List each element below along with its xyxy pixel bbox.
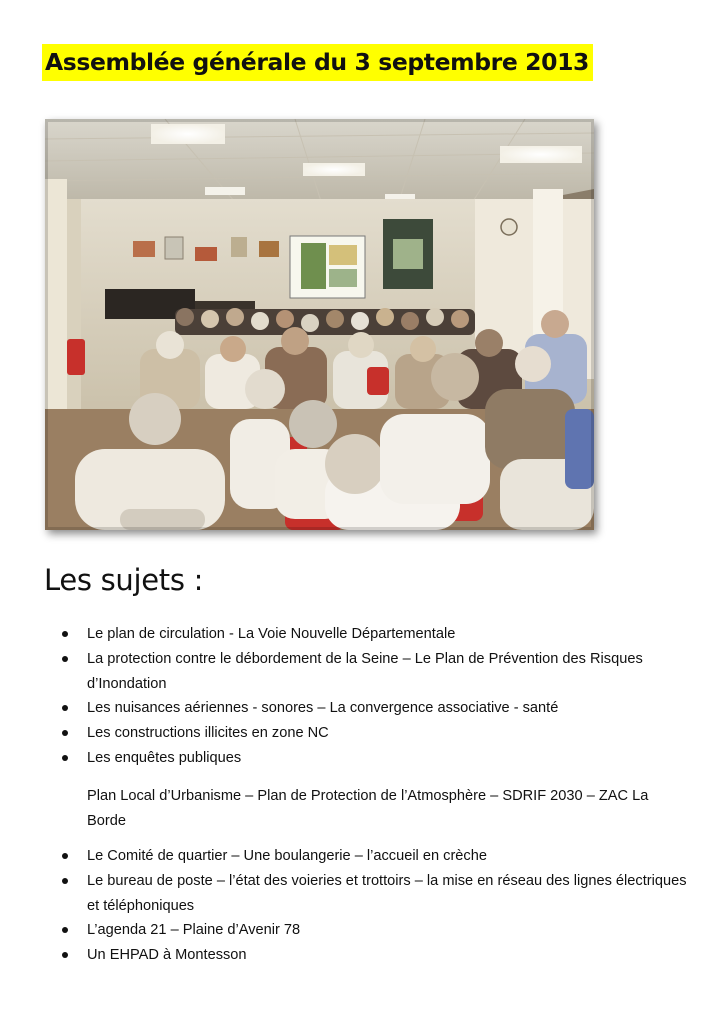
list-item-text: Le plan de circulation - La Voie Nouvelle Départementale <box>87 626 456 642</box>
list-item <box>87 696 687 721</box>
bullet-icon <box>62 952 68 958</box>
list-item-text: La protection contre le débordement de la Seine – Le Plan de Prévention des Risques d’Inondation <box>87 651 643 692</box>
list-item-text: Les enquêtes publiques <box>87 750 242 766</box>
list-item <box>87 746 687 771</box>
bullet-icon <box>62 755 68 761</box>
bullet-icon <box>62 927 68 933</box>
list-item <box>87 721 687 746</box>
list-item-text: L’agenda 21 – Plaine d’Avenir 78 <box>87 922 301 938</box>
list-item <box>87 943 687 968</box>
list-item-text: Les nuisances aériennes - sonores – La convergence associative - santé <box>87 700 559 716</box>
list-item-text: Un EHPAD à Montesson <box>87 947 247 963</box>
bullet-icon <box>62 656 68 662</box>
meeting-photo-illustration <box>45 119 594 530</box>
page-title: Assemblée générale du 3 septembre 2013 <box>42 44 593 81</box>
meeting-photo <box>45 119 594 530</box>
bullet-icon <box>62 631 68 637</box>
list-item <box>87 869 687 918</box>
list-item-text: Le Comité de quartier – Une boulangerie – l’accueil en crèche <box>87 848 487 864</box>
bullet-icon <box>62 853 68 859</box>
list-item-text: Les constructions illicites en zone NC <box>87 725 329 741</box>
list-item <box>87 918 687 943</box>
list-item-text: Le bureau de poste – l’état des voieries et trottoirs – la mise en réseau des lignes électriques et téléphoniques <box>87 873 687 914</box>
list-item <box>87 622 687 647</box>
enquetes-detail: Plan Local d’Urbanisme – Plan de Protection de l’Atmosphère – SDRIF 2030 – ZAC La Borde <box>87 788 649 829</box>
section-heading: Les sujets : <box>44 563 204 597</box>
bullet-icon <box>62 878 68 884</box>
bullet-icon <box>62 730 68 736</box>
bullet-icon <box>62 705 68 711</box>
list-item <box>87 844 687 869</box>
list-item <box>87 647 687 696</box>
